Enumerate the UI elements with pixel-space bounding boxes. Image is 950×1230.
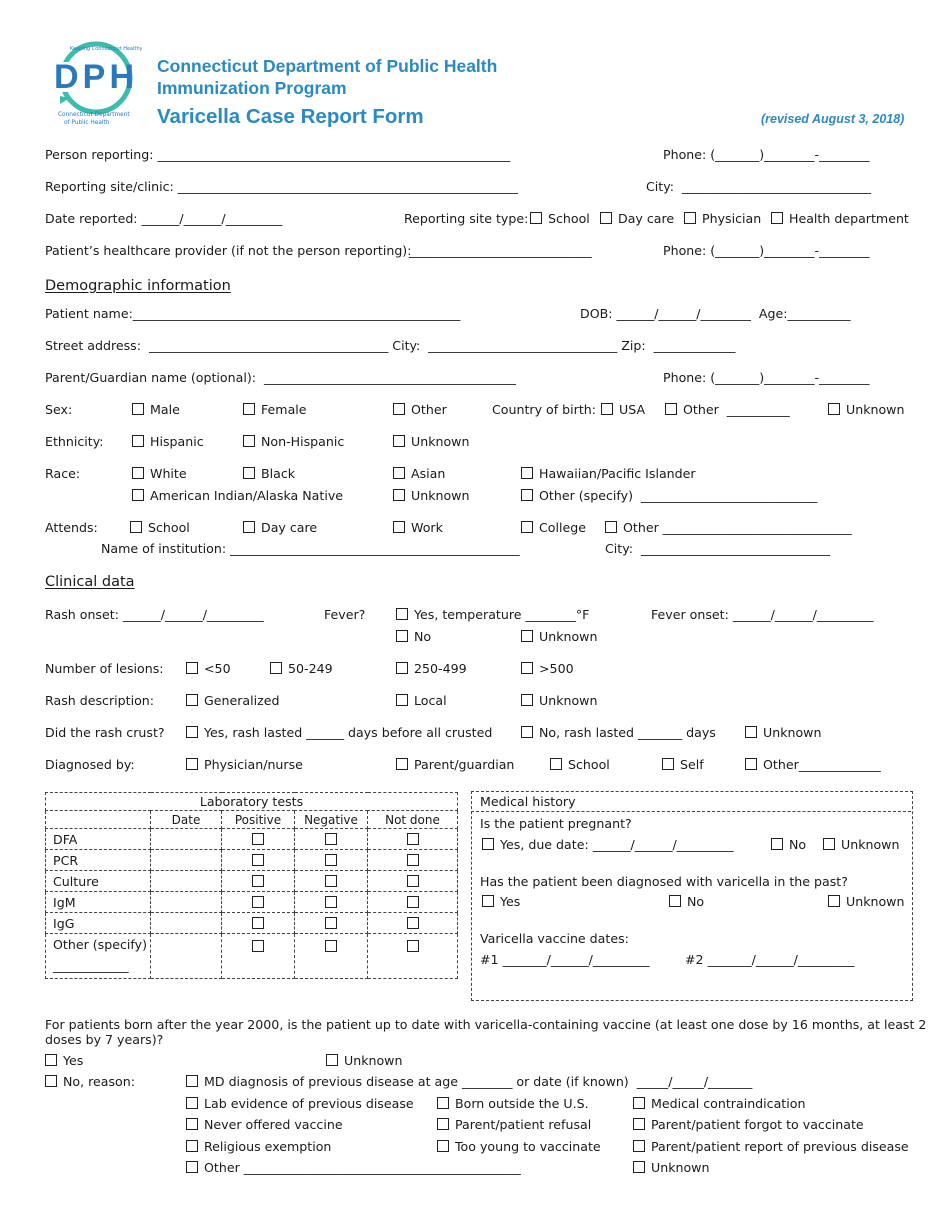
checkbox[interactable] (186, 758, 198, 770)
checkbox[interactable] (252, 917, 264, 929)
lab-date-cell[interactable] (151, 892, 222, 913)
table-row (46, 892, 458, 913)
sex-female[interactable]: Female (243, 402, 307, 418)
race-asian[interactable]: Asian (393, 466, 445, 482)
pregnant-question: Is the patient pregnant? (480, 816, 632, 831)
reporting-site-field[interactable]: Reporting site/clinic: ______________________________________________________ (45, 179, 518, 194)
checkbox[interactable] (662, 758, 674, 770)
checkbox[interactable] (601, 403, 613, 415)
lab-test-name: IgG (46, 913, 151, 934)
reason-refusal[interactable]: Parent/patient refusal (437, 1117, 591, 1133)
laboratory-tests-table (45, 792, 458, 979)
checkbox[interactable] (393, 521, 405, 533)
date-reported-field[interactable]: Date reported: ______/______/_________ (45, 211, 283, 226)
checkbox[interactable] (396, 694, 408, 706)
checkbox[interactable] (437, 1118, 449, 1130)
rash-unknown[interactable]: Unknown (521, 693, 597, 709)
lab-date-cell[interactable] (151, 934, 222, 979)
checkbox[interactable] (132, 489, 144, 501)
checkbox[interactable] (186, 694, 198, 706)
reason-too-young[interactable]: Too young to vaccinate (437, 1139, 601, 1155)
checkbox[interactable] (828, 895, 840, 907)
vaccine-question-line2: doses by 7 years)? (45, 1032, 164, 1047)
table-row (46, 934, 458, 979)
checkbox[interactable] (252, 833, 264, 845)
checkbox[interactable] (407, 940, 419, 952)
lab-date-cell[interactable] (151, 850, 222, 871)
past-varicella-question: Has the patient been diagnosed with varicella in the past? (480, 874, 848, 889)
checkbox[interactable] (132, 435, 144, 447)
checkbox[interactable] (482, 895, 494, 907)
lab-date-cell[interactable] (151, 829, 222, 850)
checkbox[interactable] (132, 403, 144, 415)
race-hawaiian[interactable]: Hawaiian/Pacific Islander (521, 466, 696, 482)
race-white[interactable]: White (132, 466, 187, 482)
street-address-field[interactable]: Street address: ______________________________________ City: ______________________________ Zip: _____________ (45, 338, 736, 353)
race-american-indian[interactable]: American Indian/Alaska Native (132, 488, 343, 504)
checkbox[interactable] (243, 521, 255, 533)
past-unknown[interactable]: Unknown (828, 894, 904, 910)
checkbox[interactable] (407, 896, 419, 908)
birth-unknown[interactable]: Unknown (828, 402, 904, 418)
checkbox[interactable] (186, 1118, 198, 1130)
diag-self[interactable]: Self (662, 757, 704, 773)
table-row (46, 871, 458, 892)
fever-label: Fever? (324, 607, 366, 622)
attends-school[interactable]: School (130, 520, 190, 536)
checkbox[interactable] (393, 435, 405, 447)
provider-field[interactable]: _____________________________ (409, 243, 592, 258)
reason-born-outside[interactable]: Born outside the U.S. (437, 1096, 589, 1112)
uptodate-unknown[interactable]: Unknown (326, 1053, 402, 1069)
past-no[interactable]: No (669, 894, 704, 910)
checkbox[interactable] (521, 630, 533, 642)
checkbox[interactable] (270, 662, 282, 674)
rash-local[interactable]: Local (396, 693, 447, 709)
institution-city-field[interactable]: City: ______________________________ (605, 541, 830, 556)
checkbox[interactable] (550, 758, 562, 770)
reason-other[interactable]: Other ____________________________________________ (186, 1160, 521, 1176)
checkbox[interactable] (243, 435, 255, 447)
reason-religious[interactable]: Religious exemption (186, 1139, 331, 1155)
checkbox[interactable] (186, 1097, 198, 1109)
checkbox[interactable] (396, 758, 408, 770)
logo-caption-2: of Public Health (64, 120, 110, 126)
checkbox[interactable] (325, 940, 337, 952)
checkbox[interactable] (521, 726, 533, 738)
checkbox[interactable] (393, 403, 405, 415)
lab-table-title: Laboratory tests (46, 793, 458, 811)
program-name: Immunization Program (157, 78, 347, 98)
table-row (46, 850, 458, 871)
lab-col-date: Date (151, 811, 222, 829)
diag-parent[interactable]: Parent/guardian (396, 757, 514, 773)
attends-other[interactable]: Other ______________________________ (605, 520, 852, 536)
checkbox[interactable] (130, 521, 142, 533)
lab-test-col (46, 811, 151, 829)
vaccine-date-1[interactable]: #1 _______/______/_________ (480, 952, 650, 967)
checkbox[interactable] (325, 875, 337, 887)
diag-school[interactable]: School (550, 757, 610, 773)
lesions-label: Number of lesions: (45, 661, 164, 676)
clinical-heading: Clinical data (45, 574, 135, 590)
lab-test-name: IgM (46, 892, 151, 913)
guardian-phone-field[interactable]: Phone: (_______)________-________ (663, 370, 870, 385)
checkbox[interactable] (771, 212, 783, 224)
logo-ring-text: Keeping Connecticut Healthy (70, 46, 142, 52)
checkbox[interactable] (243, 467, 255, 479)
checkbox[interactable] (45, 1075, 57, 1087)
crust-no[interactable]: No, rash lasted _______ days (521, 725, 716, 741)
checkbox[interactable] (521, 467, 533, 479)
lesions-50-249[interactable]: 50-249 (270, 661, 333, 677)
sex-label: Sex: (45, 402, 73, 417)
checkbox[interactable] (605, 521, 617, 533)
lab-test-name: DFA (46, 829, 151, 850)
ethnicity-unknown[interactable]: Unknown (393, 434, 469, 450)
checkbox[interactable] (684, 212, 696, 224)
checkbox[interactable] (45, 1054, 57, 1066)
past-yes[interactable]: Yes (482, 894, 520, 910)
site-type-daycare[interactable]: Day care (600, 211, 674, 227)
attends-daycare[interactable]: Day care (243, 520, 317, 536)
lesions-250-499[interactable]: 250-499 (396, 661, 467, 677)
fever-unknown[interactable]: Unknown (521, 629, 597, 645)
checkbox[interactable] (745, 758, 757, 770)
checkbox[interactable] (521, 694, 533, 706)
sex-other[interactable]: Other (393, 402, 447, 418)
checkbox[interactable] (396, 662, 408, 674)
country-birth-label: Country of birth: (492, 402, 597, 417)
reason-never-offered[interactable]: Never offered vaccine (186, 1117, 343, 1133)
checkbox[interactable] (325, 854, 337, 866)
site-type-school[interactable]: School (530, 211, 590, 227)
patient-name-field[interactable]: Patient name:____________________________________________________ (45, 306, 461, 321)
checkbox[interactable] (325, 917, 337, 929)
fever-onset-field[interactable]: Fever onset: ______/______/_________ (651, 607, 874, 622)
logo-caption-1: Connecticut Department (58, 112, 130, 118)
birth-usa[interactable]: USA (601, 402, 645, 418)
checkbox[interactable] (828, 403, 840, 415)
vaccine-date-2[interactable]: #2 _______/______/_________ (685, 952, 855, 967)
checkbox[interactable] (326, 1054, 338, 1066)
crust-label: Did the rash crust? (45, 725, 165, 740)
checkbox[interactable] (407, 854, 419, 866)
race-other[interactable]: Other (specify) ____________________________ (521, 488, 817, 504)
checkbox[interactable] (482, 838, 494, 850)
race-unknown[interactable]: Unknown (393, 488, 469, 504)
ethnicity-label: Ethnicity: (45, 434, 104, 449)
fever-no[interactable]: No (396, 629, 431, 645)
dob-age-field[interactable]: DOB: ______/______/________ Age:__________ (580, 306, 851, 321)
checkbox[interactable] (252, 875, 264, 887)
pregnant-unknown[interactable]: Unknown (823, 837, 899, 853)
institution-field[interactable]: Name of institution: ______________________________________________ (101, 541, 520, 556)
lab-col-negative: Negative (295, 811, 368, 829)
checkbox[interactable] (633, 1118, 645, 1130)
checkbox[interactable] (186, 662, 198, 674)
diagnosed-label: Diagnosed by: (45, 757, 135, 772)
checkbox[interactable] (325, 833, 337, 845)
fever-yes[interactable]: Yes, temperature ________°F (396, 607, 589, 623)
lab-test-name: PCR (46, 850, 151, 871)
site-type-health-dept[interactable]: Health department (771, 211, 909, 227)
diag-other[interactable]: Other_____________ (745, 757, 881, 773)
checkbox[interactable] (393, 489, 405, 501)
attends-label: Attends: (45, 520, 98, 535)
checkbox[interactable] (521, 662, 533, 674)
race-label: Race: (45, 466, 81, 481)
site-type-label: Reporting site type: (404, 211, 529, 226)
demographic-heading: Demographic information (45, 278, 231, 294)
checkbox[interactable] (186, 1075, 198, 1087)
reporter-phone-field[interactable]: Phone: (_______)________-________ (663, 147, 870, 162)
checkbox[interactable] (437, 1097, 449, 1109)
checkbox[interactable] (396, 608, 408, 620)
checkbox[interactable] (530, 212, 542, 224)
table-row (46, 829, 458, 850)
uptodate-yes[interactable]: Yes (45, 1053, 83, 1069)
checkbox[interactable] (633, 1097, 645, 1109)
reason-lab-evidence[interactable]: Lab evidence of previous disease (186, 1096, 414, 1112)
ethnicity-hispanic[interactable]: Hispanic (132, 434, 204, 450)
checkbox[interactable] (437, 1140, 449, 1152)
reason-unknown[interactable]: Unknown (633, 1160, 709, 1176)
checkbox[interactable] (665, 403, 677, 415)
birth-other[interactable]: Other __________ (665, 402, 790, 418)
checkbox[interactable] (186, 1161, 198, 1173)
pregnant-no[interactable]: No (771, 837, 806, 853)
reason-contraindication[interactable]: Medical contraindication (633, 1096, 805, 1112)
checkbox[interactable] (252, 940, 264, 952)
uptodate-no[interactable]: No, reason: (45, 1074, 135, 1090)
lab-date-cell[interactable] (151, 913, 222, 934)
checkbox[interactable] (252, 896, 264, 908)
table-row (46, 913, 458, 934)
dph-logo (50, 40, 142, 130)
checkbox[interactable] (252, 854, 264, 866)
logo-text: DPH (54, 58, 134, 96)
revised-date: (revised August 3, 2018) (761, 112, 905, 126)
org-name: Connecticut Department of Public Health (157, 56, 498, 76)
checkbox[interactable] (393, 467, 405, 479)
checkbox[interactable] (132, 467, 144, 479)
site-type-physician[interactable]: Physician (684, 211, 761, 227)
checkbox[interactable] (600, 212, 612, 224)
medical-history-title: Medical history (480, 794, 576, 809)
lab-col-not-done: Not done (368, 811, 458, 829)
rash-generalized[interactable]: Generalized (186, 693, 279, 709)
checkbox[interactable] (633, 1161, 645, 1173)
crust-unknown[interactable]: Unknown (745, 725, 821, 741)
checkbox[interactable] (407, 875, 419, 887)
crust-yes[interactable]: Yes, rash lasted ______ days before all crusted (186, 725, 492, 741)
sex-male[interactable]: Male (132, 402, 180, 418)
provider-phone-field[interactable]: Phone: (_______)________-________ (663, 243, 870, 258)
checkbox[interactable] (823, 838, 835, 850)
checkbox[interactable] (407, 917, 419, 929)
pregnant-yes[interactable]: Yes, due date: ______/______/_________ (482, 837, 733, 853)
reason-md-diagnosis[interactable]: MD diagnosis of previous disease at age ________ or date (if known) _____/_____/_______ (186, 1074, 752, 1090)
ethnicity-non-hispanic[interactable]: Non-Hispanic (243, 434, 344, 450)
checkbox[interactable] (396, 630, 408, 642)
checkbox[interactable] (243, 403, 255, 415)
checkbox[interactable] (407, 833, 419, 845)
checkbox[interactable] (745, 726, 757, 738)
person-reporting-field[interactable]: Person reporting: ________________________________________________________ (45, 147, 511, 162)
vaccine-dates-label: Varicella vaccine dates: (480, 931, 629, 946)
reason-previous-report[interactable]: Parent/patient report of previous disease (633, 1139, 909, 1155)
guardian-field[interactable]: Parent/Guardian name (optional): ________________________________________ (45, 370, 516, 385)
lab-test-name: Other (specify) ____________ (46, 934, 151, 979)
lab-other-line[interactable]: ____________ (53, 958, 129, 973)
checkbox[interactable] (521, 489, 533, 501)
site-city-field[interactable]: City: ______________________________ (646, 179, 871, 194)
checkbox[interactable] (633, 1140, 645, 1152)
lesions-lt50[interactable]: <50 (186, 661, 231, 677)
attends-college[interactable]: College (521, 520, 586, 536)
vaccine-question-line1: For patients born after the year 2000, is the patient up to date with varicella-containing vaccine (at least one dose by 16 months, at least 2 (45, 1017, 927, 1032)
checkbox[interactable] (325, 896, 337, 908)
lab-date-cell[interactable] (151, 871, 222, 892)
checkbox[interactable] (186, 726, 198, 738)
reason-forgot[interactable]: Parent/patient forgot to vaccinate (633, 1117, 864, 1133)
provider-label: Patient’s healthcare provider (if not the person reporting): (45, 243, 412, 258)
checkbox[interactable] (186, 1140, 198, 1152)
lesions-gt500[interactable]: >500 (521, 661, 574, 677)
checkbox[interactable] (521, 521, 533, 533)
attends-work[interactable]: Work (393, 520, 443, 536)
diag-physician[interactable]: Physician/nurse (186, 757, 303, 773)
form-title: Varicella Case Report Form (157, 105, 424, 128)
lab-col-positive: Positive (222, 811, 295, 829)
rash-description-label: Rash description: (45, 693, 155, 708)
rash-onset-field[interactable]: Rash onset: ______/______/_________ (45, 607, 264, 622)
race-black[interactable]: Black (243, 466, 295, 482)
checkbox[interactable] (771, 838, 783, 850)
lab-test-name: Culture (46, 871, 151, 892)
checkbox[interactable] (669, 895, 681, 907)
